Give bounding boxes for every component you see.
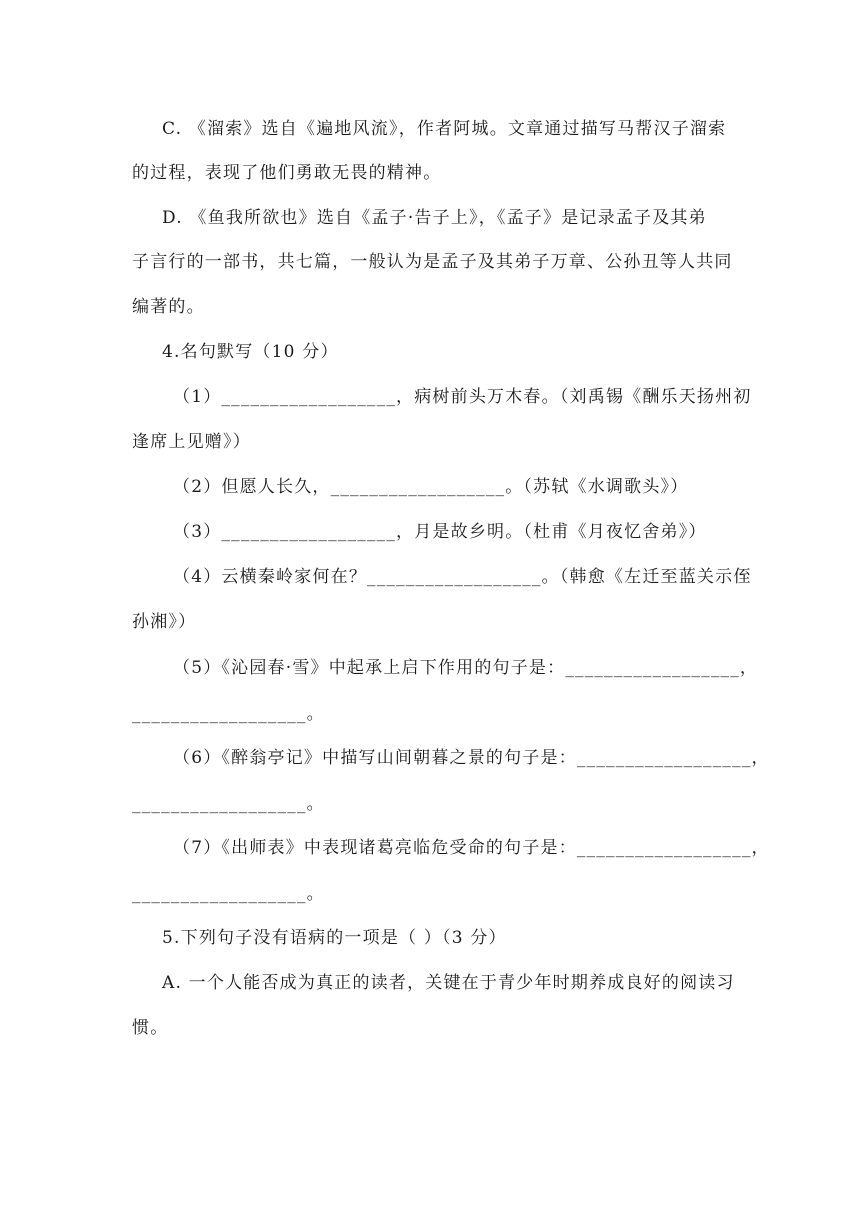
q4-item-2: （2）但愿人长久，__________________。（苏轼《水调歌头》） bbox=[173, 477, 689, 497]
option-d-line-1: D. 《鱼我所欲也》选自《孟子·告子上》，《孟子》是记录孟子及其弟 bbox=[162, 208, 707, 228]
option-d-line-2: 子言行的一部书，共七篇，一般认为是孟子及其弟子万章、公孙丑等人共同 bbox=[132, 252, 733, 272]
q4-item-4-line-2: 孙湘》） bbox=[132, 612, 197, 632]
option-c-line-2: 的过程，表现了他们勇敢无畏的精神。 bbox=[132, 163, 442, 183]
option-a-line-1: A. 一个人能否成为真正的读者，关键在于青少年时期养成良好的阅读习 bbox=[162, 973, 735, 993]
option-d-line-3: 编著的。 bbox=[132, 297, 205, 317]
option-a-line-2: 惯。 bbox=[132, 1018, 169, 1038]
option-c-line-1: C. 《溜索》选自《遍地风流》，作者阿城。文章通过描写马帮汉子溜索 bbox=[162, 119, 727, 139]
question-4-heading: 4.名句默写（10 分） bbox=[162, 342, 339, 362]
q4-item-1-line-2: 逢席上见赠》） bbox=[132, 432, 251, 452]
q4-item-5-line-1: （5）《沁园春·雪》中起承上启下作用的句子是：__________________， bbox=[173, 658, 759, 678]
q4-item-7-line-1: （7）《出师表》中表现诸葛亮临危受命的句子是：__________________， bbox=[173, 838, 770, 858]
q4-item-5-line-2: __________________。 bbox=[132, 704, 325, 724]
q4-item-7-line-2: __________________。 bbox=[132, 884, 325, 904]
question-5-heading: 5.下列句子没有语病的一项是（ ）（3 分） bbox=[162, 928, 507, 948]
q4-item-6-line-2: __________________。 bbox=[132, 794, 325, 814]
q4-item-4-line-1: （4）云横秦岭家何在？__________________。（韩愈《左迁至蓝关示侄 bbox=[173, 567, 752, 587]
q4-item-3: （3）__________________，月是故乡明。（杜甫《月夜忆舍弟》） bbox=[173, 522, 707, 542]
q4-item-1-line-1: （1）__________________，病树前头万木春。（刘禹锡《酬乐天扬州初 bbox=[173, 387, 752, 407]
q4-item-6-line-1: （6）《醉翁亭记》中描写山间朝暮之景的句子是：__________________， bbox=[173, 748, 770, 768]
